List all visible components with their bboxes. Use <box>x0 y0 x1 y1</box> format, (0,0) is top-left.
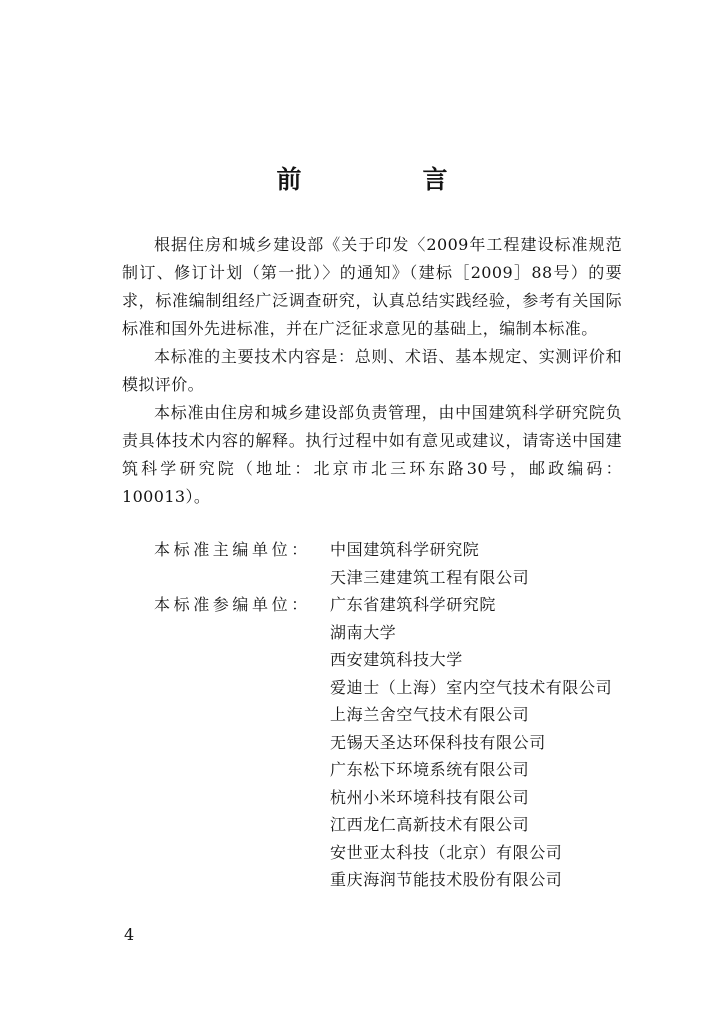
unit-item: 爱迪士（上海）室内空气技术有限公司 <box>330 677 613 697</box>
foreword-body <box>122 231 622 511</box>
unit-item: 杭州小米环境科技有限公司 <box>330 787 530 807</box>
unit-item: 湖南大学 <box>330 622 397 642</box>
paragraph-basis: 根据住房和城乡建设部《关于印发〈2009年工程建设标准规范制订、修订计划（第一批）〉的通知》（建标［2009］88号）的要求，标准编制组经广泛调查研究，认真总结实践经验，参考有关国际标准和国外先进标准，并在广泛征求意见的基础上，编制本标准。 <box>122 235 622 338</box>
participants-row <box>154 591 624 894</box>
chief-editor-label: 本标准主编单位： <box>154 540 311 559</box>
unit-item: 重庆海润节能技术股份有限公司 <box>330 870 563 889</box>
unit-item: 上海兰舍空气技术有限公司 <box>330 705 530 724</box>
unit-item: 天津三建建筑工程有限公司 <box>330 567 530 587</box>
participants-list <box>330 591 620 894</box>
unit-item: 江西龙仁高新技术有限公司 <box>330 815 530 834</box>
unit-item: 安世亚太科技（北京）有限公司 <box>330 842 563 862</box>
chief-editor-list <box>330 536 620 591</box>
participants-label: 本标准参编单位： <box>154 595 311 614</box>
paragraph-management: 本标准由住房和城乡建设部负责管理，由中国建筑科学研究院负责具体技术内容的解释。执行过程中如有意见或建议，请寄送中国建筑科学研究院（地址：北京市北三环东路30号，邮政编码：100013）。 <box>122 403 622 506</box>
unit-item: 无锡天圣达环保科技有限公司 <box>330 732 546 752</box>
unit-item: 中国建筑科学研究院 <box>330 540 480 559</box>
unit-item: 西安建筑科技大学 <box>330 650 463 669</box>
paragraph-contents: 本标准的主要技术内容是：总则、术语、基本规定、实测评价和模拟评价。 <box>122 347 622 394</box>
drafting-units <box>154 536 624 894</box>
unit-item: 广东省建筑科学研究院 <box>330 595 497 614</box>
chief-editor-row <box>154 536 624 591</box>
page-title: 前 言 <box>276 165 496 194</box>
unit-item: 广东松下环境系统有限公司 <box>330 760 530 779</box>
page-number: 4 <box>124 925 135 944</box>
